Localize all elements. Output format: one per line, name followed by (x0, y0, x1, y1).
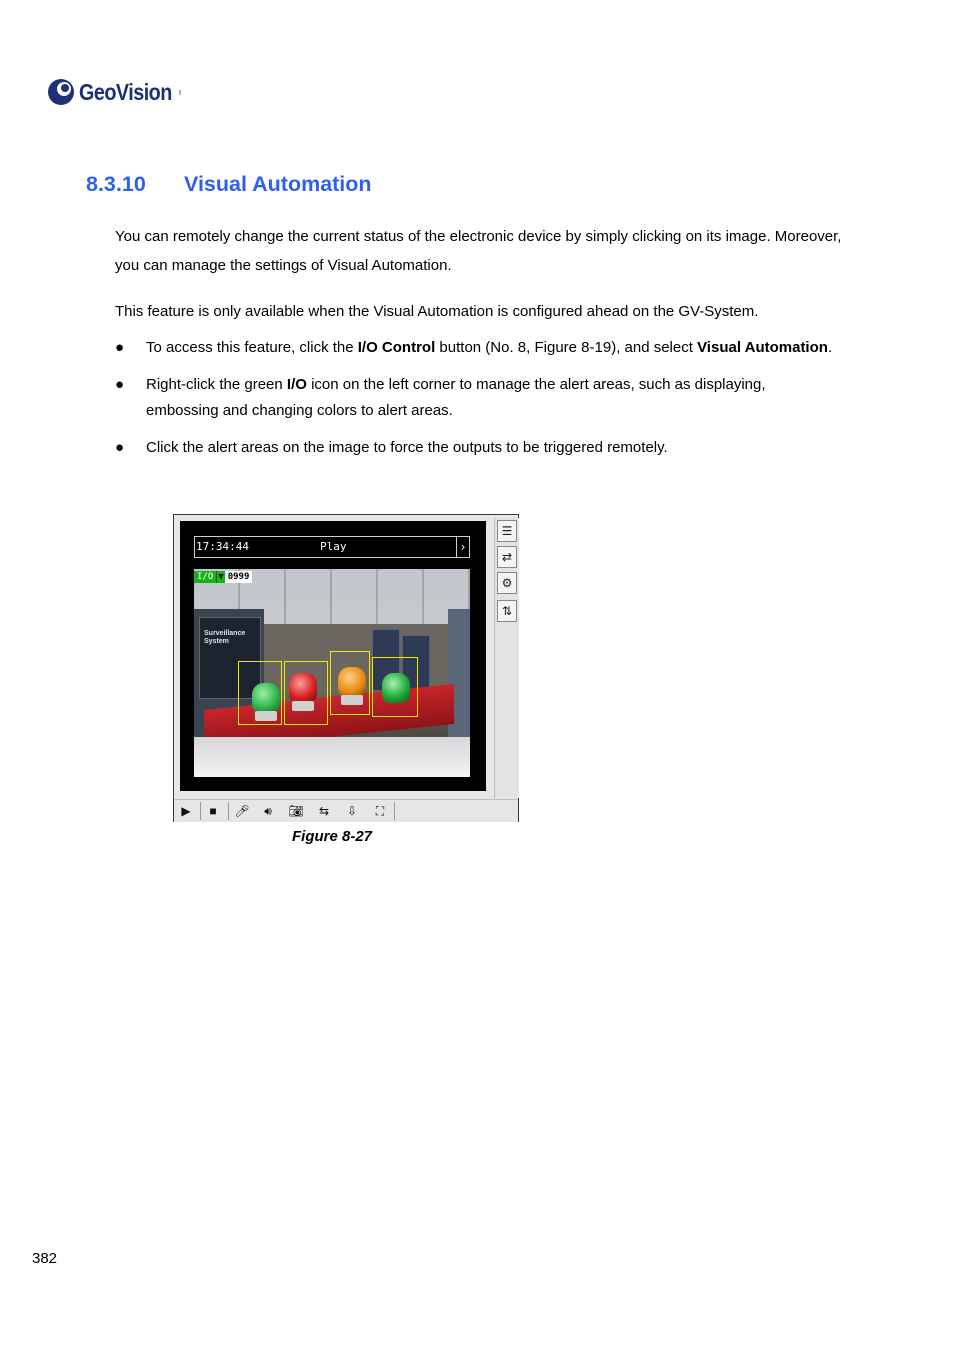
bullet-icon: ● (115, 375, 125, 393)
list-item (115, 372, 835, 425)
instruction-list (115, 335, 835, 471)
speaker-icon[interactable]: 🔊︎ (264, 804, 272, 818)
bullet-text: icon on the left corner to manage the alert areas, such as displaying, embossing and changing colors to alert areas. (146, 375, 766, 419)
bullet-text: Click the alert areas on the image to force the outputs to be triggered remotely. (146, 438, 668, 456)
video-viewer (180, 521, 486, 791)
camera-control-icon[interactable]: ⚙ (497, 572, 517, 594)
snapshot-icon[interactable]: 📷︎ (288, 804, 304, 818)
bullet-text: . (827, 339, 833, 356)
logo-mark: inc (178, 90, 183, 96)
geovision-logo (46, 74, 187, 110)
bullet-bold: I/O Control (357, 339, 436, 356)
download-icon[interactable]: ⇩ (346, 804, 358, 818)
alert-area[interactable] (330, 651, 370, 715)
play-icon[interactable]: ▶ (181, 804, 191, 818)
geovision-globe-icon (46, 77, 76, 107)
alert-area[interactable] (372, 657, 418, 717)
page-number: 382 (32, 1250, 58, 1267)
osd-mode: Play (320, 540, 347, 553)
viewer-screenshot (173, 514, 519, 822)
poster-text: Surveillance System (204, 630, 246, 645)
desk (194, 737, 470, 777)
bullet-bold: I/O (286, 375, 307, 393)
section-title (86, 172, 372, 197)
fullscreen-icon[interactable]: ⛶ (375, 804, 385, 818)
toolbar-divider (228, 802, 229, 820)
bullet-icon: ● (115, 339, 125, 356)
availability-paragraph: This feature is only available when the Visual Automation is configured ahead on the GV-System. (115, 303, 759, 320)
io-control-icon[interactable]: ⇅ (497, 600, 517, 622)
dropdown-triangle-icon[interactable]: ▼ (218, 572, 224, 582)
microphone-icon[interactable]: 🎤︎ (234, 804, 250, 818)
section-number: 8.3.10 (86, 172, 146, 196)
io-button[interactable]: I/O (194, 571, 216, 583)
playback-toolbar (174, 799, 518, 822)
intro-paragraph: You can remotely change the current status of the electronic device by simply clicking on its image. Moreover, you can manage the settings of Visual Automation. (115, 228, 842, 274)
bullet-text: Right-click the green (146, 375, 287, 393)
camera-image[interactable] (194, 569, 470, 777)
bullet-icon: ● (115, 438, 125, 456)
alert-area[interactable] (284, 661, 328, 725)
bullet-bold: Visual Automation (697, 339, 828, 356)
figure-caption: Figure 8-27 (292, 828, 373, 845)
logo-text: GeoVision (79, 78, 172, 105)
osd-status-bar (194, 536, 470, 558)
ptz-icon[interactable]: ⇄ (497, 546, 517, 568)
stop-icon[interactable]: ■ (209, 804, 217, 818)
list-icon[interactable]: ☰ (497, 520, 517, 542)
list-item (115, 335, 835, 362)
switch-icon[interactable]: ⇆ (318, 804, 330, 818)
viewer-sidebar (494, 518, 519, 798)
chevron-right-icon[interactable]: › (456, 537, 469, 557)
bullet-text: button (No. 8, Figure 8-19), and select (435, 339, 698, 356)
list-item (115, 435, 835, 462)
io-counter: 0999 (225, 571, 253, 583)
alert-area[interactable] (238, 661, 282, 725)
io-indicator[interactable] (194, 571, 252, 583)
section-title-text: Visual Automation (184, 172, 372, 196)
osd-time: 17:34:44 (196, 540, 249, 553)
toolbar-divider (394, 802, 395, 820)
bullet-text: To access this feature, click the (146, 339, 358, 356)
